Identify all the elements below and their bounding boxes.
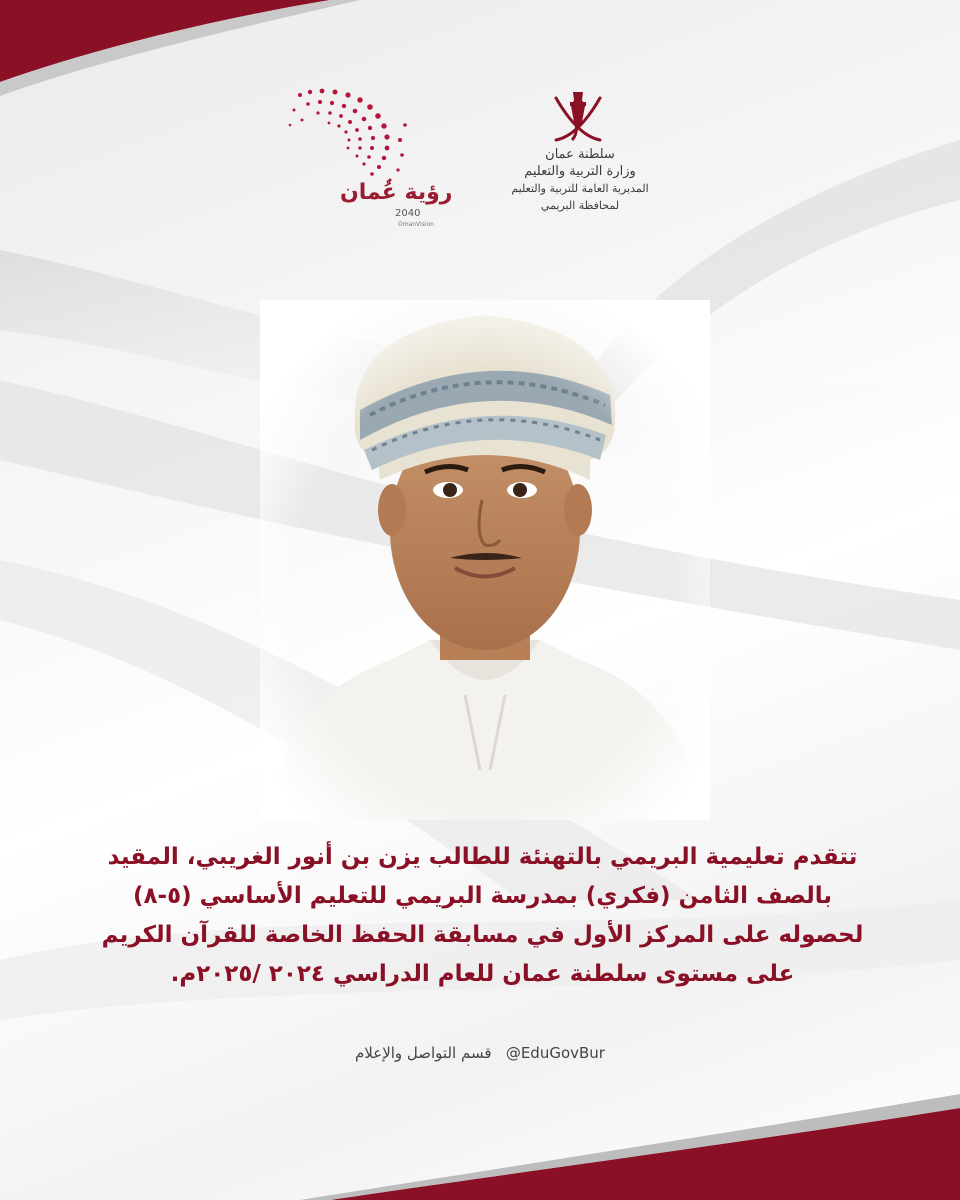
- credit-line: [290, 1044, 670, 1062]
- department-name: قسم التواصل والإعلام: [355, 1044, 492, 1062]
- ministry-line-3: المديرية العامة للتربية والتعليم: [511, 182, 649, 195]
- ministry-name-block: [500, 146, 660, 214]
- ministry-line-4: لمحافظة البريمي: [540, 199, 620, 212]
- vision-spiral-icon: [280, 80, 480, 230]
- social-handle: @EduGovBur: [505, 1044, 605, 1062]
- vision-subtitle: OmanVision: [398, 221, 434, 228]
- congratulation-message: [60, 838, 905, 994]
- message-line-1: تتقدم تعليمية البريمي بالتهنئة للطالب يزن بن أنور الغريبي، المقيد: [107, 844, 858, 870]
- message-line-3: لحصوله على المركز الأول في مسابقة الحفظ الخاصة للقرآن الكريم: [101, 922, 864, 948]
- logo-header: [280, 80, 660, 250]
- message-line-4: على مستوى سلطنة عمان للعام الدراسي ٢٠٢٤ /٢٠٢٥م.: [170, 961, 795, 987]
- ministry-line-2: وزارة التربية والتعليم: [524, 164, 636, 179]
- oman-vision-2040-logo: [280, 80, 480, 230]
- oman-emblem-icon: [548, 88, 608, 146]
- vision-arabic-text: رؤية عُمان: [340, 180, 453, 205]
- student-portrait-image: [260, 300, 710, 820]
- ministry-line-1: سلطنة عمان: [545, 147, 615, 162]
- message-line-2: بالصف الثامن (فكري) بمدرسة البريمي للتعليم الأساسي (٥-٨): [132, 883, 833, 909]
- vision-year: 2040: [395, 208, 421, 219]
